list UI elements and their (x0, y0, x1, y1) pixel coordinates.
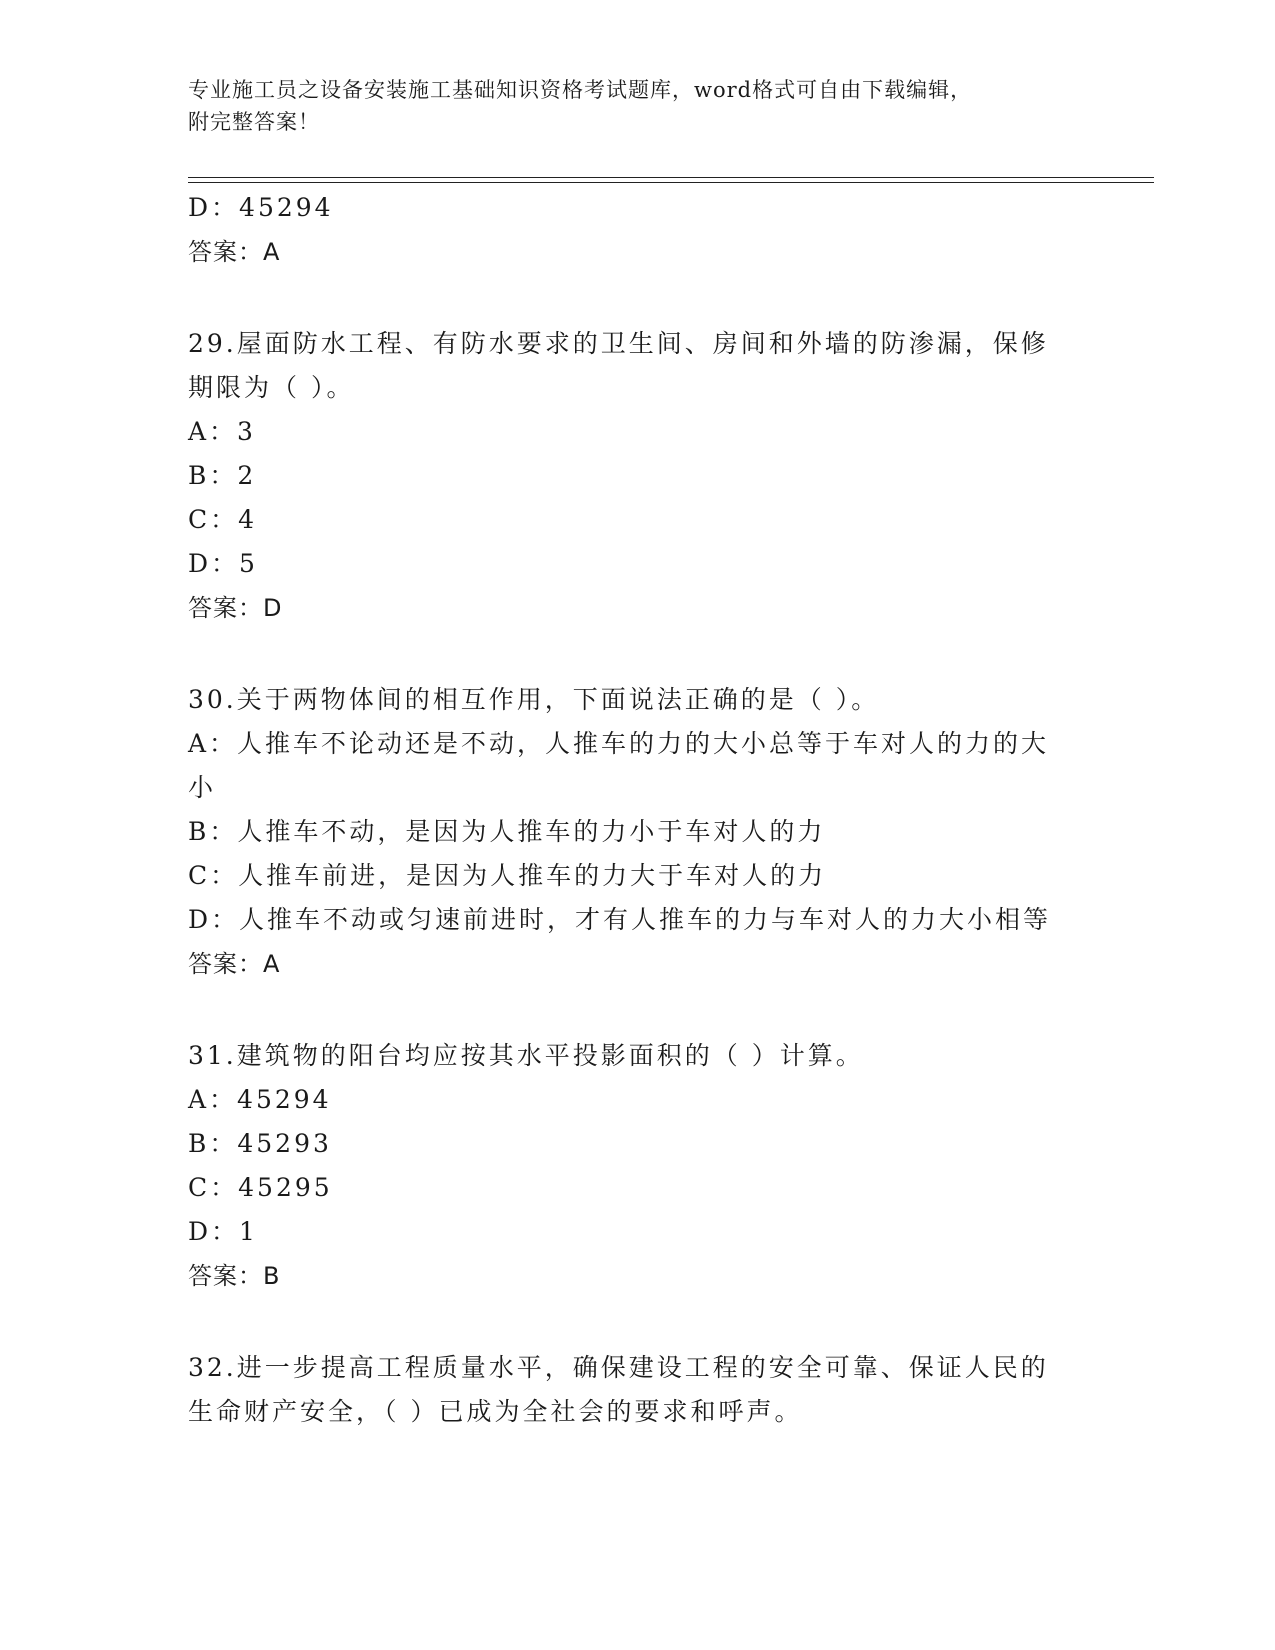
header-line-2: 附完整答案！ (188, 110, 320, 134)
q30-option-a-line-2: 小 (188, 773, 217, 802)
header-rule-top (188, 177, 1154, 178)
q30-option-c: C：人推车前进，是因为人推车的力大于车对人的力 (188, 861, 827, 890)
q30-answer: 答案：A (188, 950, 281, 978)
q31-option-d: D：1 (188, 1217, 258, 1246)
q31-option-b: B：45293 (188, 1129, 332, 1158)
q31-answer: 答案：B (188, 1262, 281, 1290)
prev-option-d: D：45294 (188, 193, 334, 222)
q32-stem-line-1: 32.进一步提高工程质量水平，确保建设工程的安全可靠、保证人民的 (188, 1353, 1049, 1382)
q30-option-a-line-1: A：人推车不论动还是不动，人推车的力的大小总等于车对人的力的大 (188, 729, 1050, 758)
q31-option-c: C：45295 (188, 1173, 333, 1202)
q29-option-c: C：4 (188, 505, 258, 534)
q31-option-a: A：45294 (188, 1085, 332, 1114)
q31-stem-line-1: 31.建筑物的阳台均应按其水平投影面积的（ ）计算。 (188, 1041, 864, 1070)
header-rule-bottom (188, 182, 1154, 183)
q32-stem-line-2: 生命财产安全，（ ）已成为全社会的要求和呼声。 (188, 1397, 803, 1426)
q29-option-b: B：2 (188, 461, 257, 490)
header-line-1: 专业施工员之设备安装施工基础知识资格考试题库，word格式可自由下载编辑， (188, 78, 973, 102)
prev-answer: 答案：A (188, 238, 281, 266)
document-header (188, 74, 1068, 138)
q30-stem-line-1: 30.关于两物体间的相互作用，下面说法正确的是（ ）。 (188, 685, 880, 714)
q29-stem-line-2: 期限为（ ）。 (188, 373, 355, 402)
q30-option-b: B：人推车不动，是因为人推车的力小于车对人的力 (188, 817, 826, 846)
q30-option-d: D：人推车不动或匀速前进时，才有人推车的力与车对人的力大小相等 (188, 905, 1052, 934)
q29-stem-line-1: 29.屋面防水工程、有防水要求的卫生间、房间和外墙的防渗漏，保修 (188, 329, 1049, 358)
q29-answer: 答案：D (188, 594, 283, 622)
q29-option-d: D：5 (188, 549, 258, 578)
q29-option-a: A：3 (188, 417, 256, 446)
